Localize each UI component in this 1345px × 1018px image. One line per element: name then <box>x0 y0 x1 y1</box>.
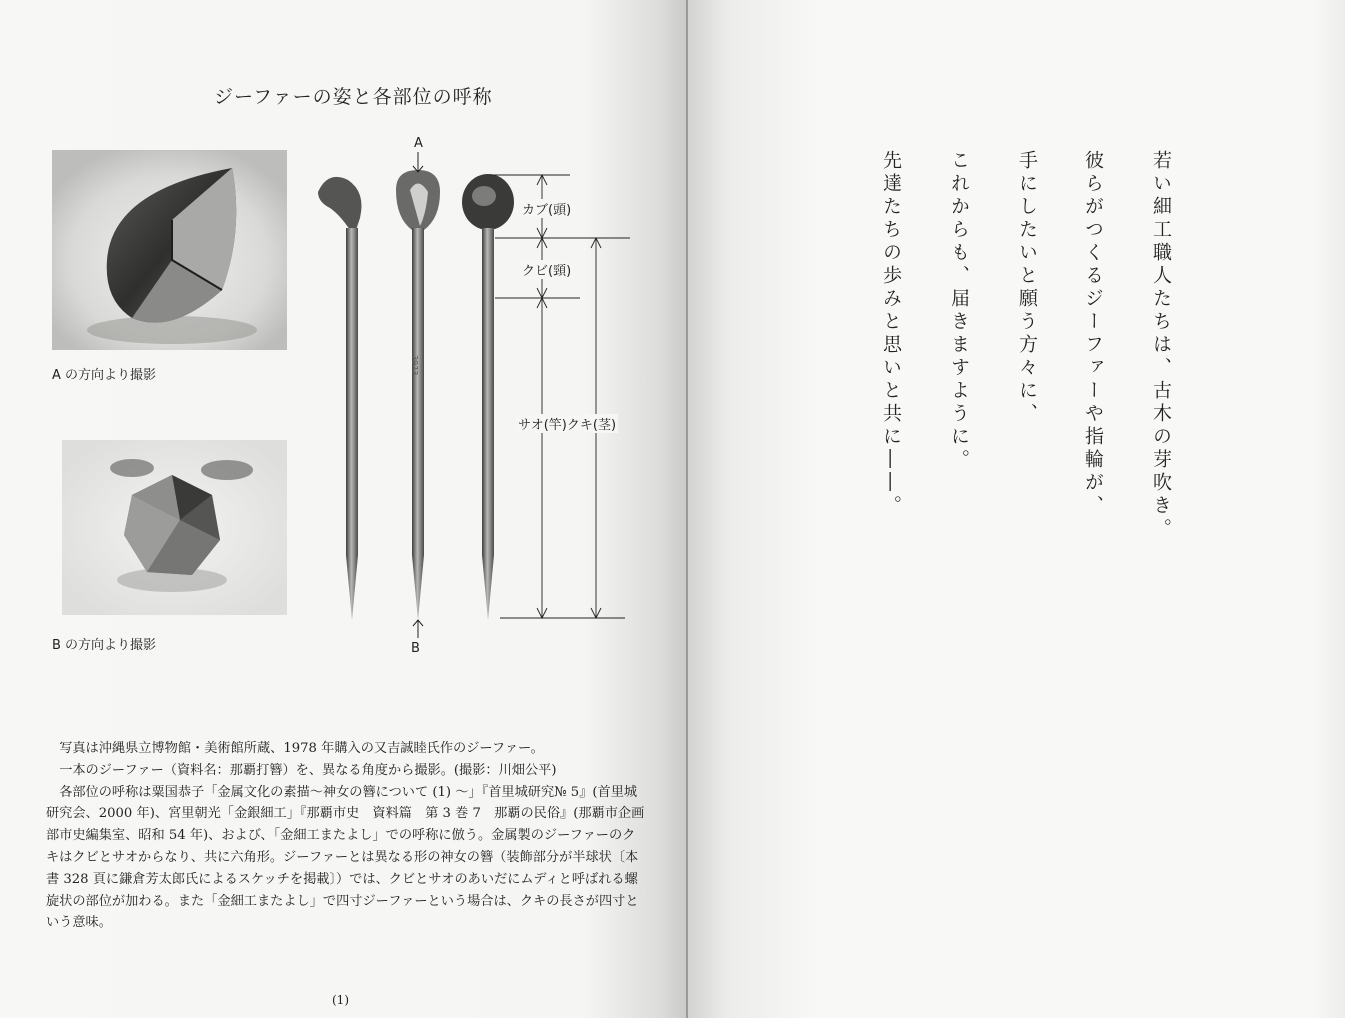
hairpin-back-view <box>462 174 514 620</box>
label-direction-a: A の方向より撮影 <box>52 368 157 383</box>
part-label-sao-kuki: サオ(竿)クキ(茎) <box>516 414 618 433</box>
caption-line: 各部位の呼称は粟国恭子「金属文化の素描〜神女の簪について (1) 〜」『首里城研究№ 5』(首里城研究会、2000 年)、宮里朝光「金銀細工」『那覇市史 資料篇 第 3 巻 7 那覇の民俗』(那覇市企画部市史編集室、昭和 54 年)、および、「金細工またよし」での呼称に倣う。金属製のジーファーのクキはクビとサオからなり、共に六角形。ジーファーとは異なる形の神女の簪（装飾部分が半球状〔本書 328 頁に鎌倉芳太郎氏によるスケッチを掲載〕）では、クビとサオのあいだにムディと呼ばれる螺旋状の部位が加わる。また「金細工またよし」で四寸ジーファーという場合は、クキの長さが四寸という意味。 <box>46 784 645 931</box>
hairpin-front-view <box>396 170 440 620</box>
part-label-kabu: カブ(頭) <box>520 199 573 218</box>
poem-line-2: 彼らがつくるジーファーや指輪が、 <box>1082 150 1104 518</box>
caption-line: 一本のジーファー（資料名：那覇打簪）を、異なる角度から撮影。(撮影：川畑公平) <box>59 762 557 778</box>
photo-direction-b <box>62 440 287 615</box>
photo-direction-a <box>52 150 287 350</box>
page-number: (1) <box>332 993 349 1007</box>
arrow-a-label: A <box>414 136 423 151</box>
poem-line-1: 若い細工職人たちは、古木の芽吹き。 <box>1150 150 1172 541</box>
poem-line-4: これからも、届きますように。 <box>948 150 970 472</box>
svg-text:3973: 3973 <box>410 355 419 376</box>
label-direction-b: B の方向より撮影 <box>52 638 157 653</box>
figure-title: ジーファーの姿と各部位の呼称 <box>214 86 493 108</box>
caption-line: 写真は沖縄県立博物館・美術館所蔵、1978 年購入の又吉誠睦氏作のジーファー。 <box>59 741 544 756</box>
hairpin-side-view <box>318 177 362 620</box>
figure-caption <box>46 738 646 934</box>
right-page <box>688 0 1345 1018</box>
part-label-kubi: クビ(頸) <box>520 260 573 279</box>
hairpin-diagram <box>300 130 640 660</box>
arrow-b-label: B <box>411 641 420 656</box>
poem-line-3: 手にしたいと願う方々に、 <box>1016 150 1038 426</box>
poem-line-5: 先達たちの歩みと思いと共に――。 <box>880 150 902 518</box>
